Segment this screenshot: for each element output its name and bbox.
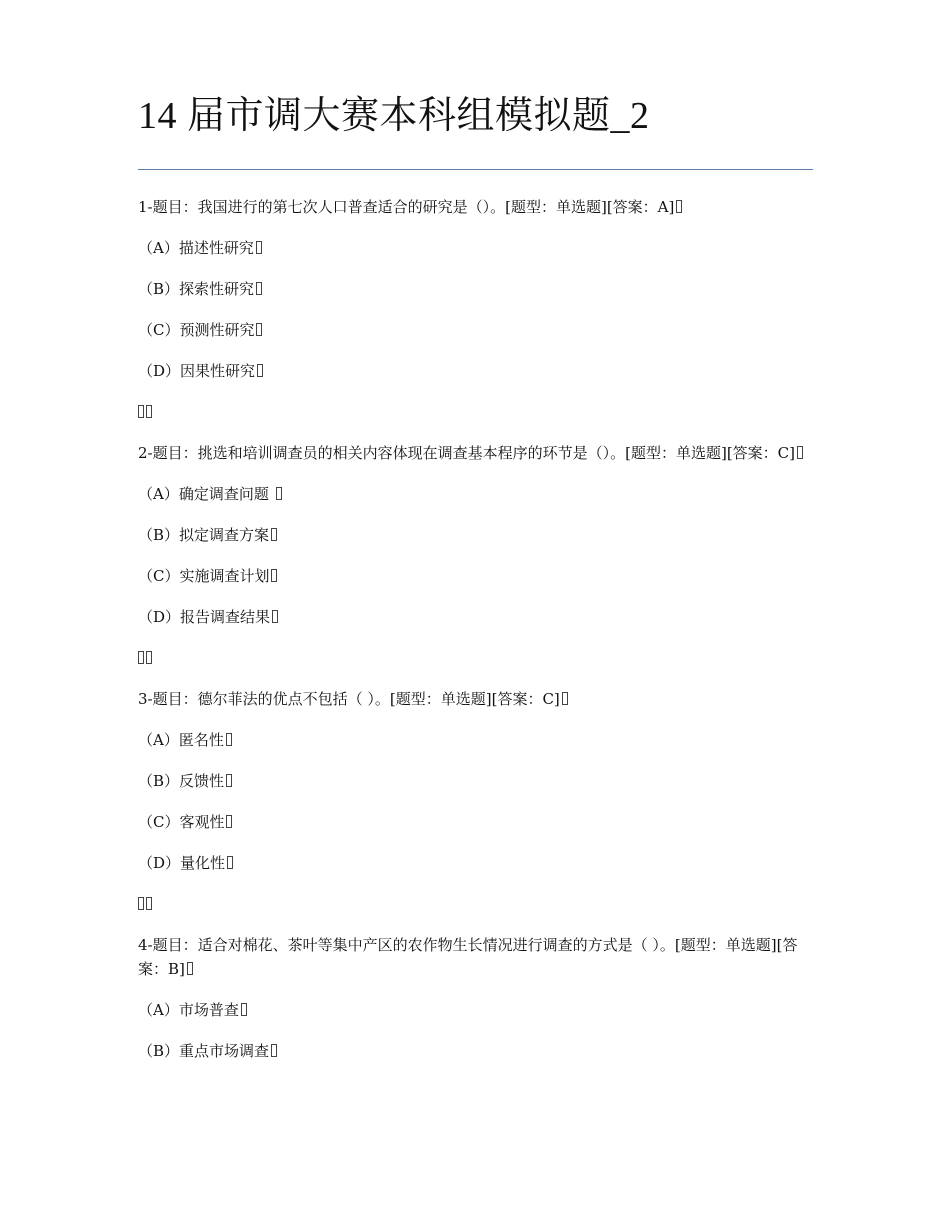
question-list bbox=[138, 195, 818, 1080]
option-item: （D）因果性研究 bbox=[138, 359, 818, 383]
title-divider bbox=[138, 169, 813, 170]
blank-line bbox=[138, 646, 818, 670]
paragraph-mark-icon bbox=[272, 610, 278, 623]
question-stem: 4-题目：适合对棉花、茶叶等集中产区的农作物生长情况进行调查的方式是（ ）。[题型：单选题][答案：B] bbox=[138, 936, 798, 978]
paragraph-mark-icon bbox=[257, 364, 263, 377]
option-item: （A）市场普查 bbox=[138, 998, 818, 1022]
paragraph-mark-icon bbox=[138, 405, 144, 418]
paragraph-mark-icon bbox=[226, 815, 232, 828]
option-item: （A）描述性研究 bbox=[138, 236, 818, 260]
paragraph-mark-icon bbox=[271, 1044, 277, 1057]
paragraph-mark-icon bbox=[146, 897, 152, 910]
paragraph-mark-icon bbox=[797, 446, 803, 459]
option-item: （B）反馈性 bbox=[138, 769, 818, 793]
paragraph-mark-icon bbox=[271, 569, 277, 582]
paragraph-mark-icon bbox=[256, 323, 262, 336]
question-stem: 3-题目：德尔菲法的优点不包括（ ）。[题型：单选题][答案：C] bbox=[138, 687, 818, 711]
paragraph-mark-icon bbox=[227, 856, 233, 869]
option-item: （D）量化性 bbox=[138, 851, 818, 875]
question-stem: 1-题目：我国进行的第七次人口普查适合的研究是（）。[题型：单选题][答案：A] bbox=[138, 195, 818, 219]
option-item: （B）拟定调查方案 bbox=[138, 523, 818, 547]
option-item: （C）客观性 bbox=[138, 810, 818, 834]
paragraph-mark-icon bbox=[226, 774, 232, 787]
paragraph-mark-icon bbox=[138, 651, 144, 664]
option-item: （B）重点市场调查 bbox=[138, 1039, 818, 1063]
option-item: （A）匿名性 bbox=[138, 728, 818, 752]
paragraph-mark-icon bbox=[146, 651, 152, 664]
paragraph-mark-icon bbox=[676, 200, 682, 213]
question-stem: 2-题目：挑选和培训调查员的相关内容体现在调查基本程序的环节是（）。[题型：单选题][答案：C] bbox=[138, 441, 818, 465]
paragraph-mark-icon bbox=[241, 1003, 247, 1016]
option-item: （C）实施调查计划 bbox=[138, 564, 818, 588]
paragraph-mark-icon bbox=[256, 241, 262, 254]
paragraph-mark-icon bbox=[138, 897, 144, 910]
option-item: （A）确定调查问题 bbox=[138, 482, 818, 506]
paragraph-mark-icon bbox=[256, 282, 262, 295]
blank-line bbox=[138, 892, 818, 916]
option-item: （D）报告调查结果 bbox=[138, 605, 818, 629]
option-item: （C）预测性研究 bbox=[138, 318, 818, 342]
blank-line bbox=[138, 400, 818, 424]
document-title: 14 届市调大赛本科组模拟题_2 bbox=[138, 95, 650, 137]
paragraph-mark-icon bbox=[187, 962, 193, 975]
paragraph-mark-icon bbox=[226, 733, 232, 746]
paragraph-mark-icon bbox=[562, 692, 568, 705]
paragraph-mark-icon bbox=[146, 405, 152, 418]
option-item: （B）探索性研究 bbox=[138, 277, 818, 301]
paragraph-mark-icon bbox=[276, 487, 282, 500]
paragraph-mark-icon bbox=[271, 528, 277, 541]
